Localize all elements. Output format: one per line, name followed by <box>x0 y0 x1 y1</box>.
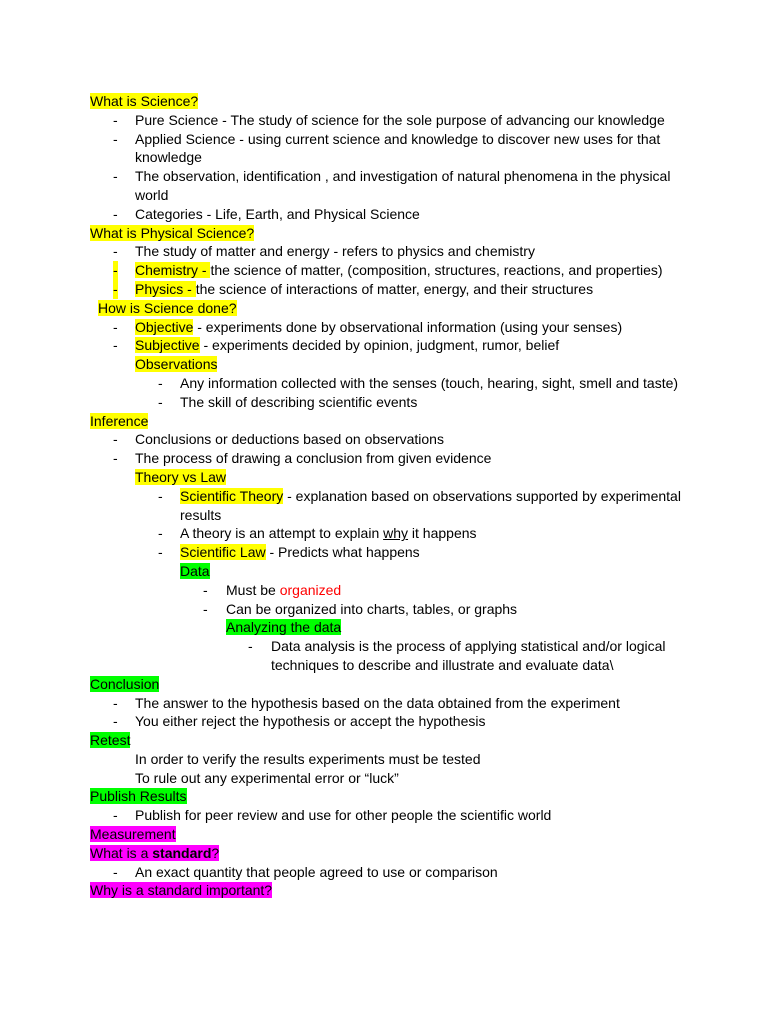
bullet-dash: - <box>203 600 208 617</box>
list-item-text: The process of drawing a conclusion from given evidence <box>135 450 492 467</box>
heading-how-done <box>90 299 690 318</box>
bullet-dash: - <box>158 544 163 561</box>
heading-text: Why is a standard important? <box>90 882 273 899</box>
term-definition: - experiments decided by opinion, judgment, rumor, belief <box>199 337 560 354</box>
list-item <box>90 600 690 619</box>
heading-measurement <box>90 825 690 844</box>
list-item-text: The study of matter and energy - refers to physics and chemistry <box>135 243 535 260</box>
heading-publish-results <box>90 787 690 806</box>
list-item-text: You either reject the hypothesis or accept the hypothesis <box>135 713 486 730</box>
heading-text: Data <box>180 562 210 579</box>
heading-text: Analyzing the data <box>226 619 342 636</box>
term-scientific-theory: Scientific Theory <box>180 487 284 504</box>
list-item <box>90 280 690 299</box>
bullet-dash: - <box>113 337 118 354</box>
heading-text: Retest <box>90 732 131 749</box>
red-word: organized <box>279 581 342 598</box>
list-item <box>90 863 690 882</box>
paragraph-text: In order to verify the results experiments must be tested <box>135 750 481 767</box>
bullet-dash: - <box>113 130 118 147</box>
term-definition: - experiments done by observational information (using your senses) <box>193 318 623 335</box>
list-item-text: Conclusions or deductions based on observations <box>135 431 444 448</box>
heading-inference <box>90 412 690 431</box>
list-item-text: Data analysis is the process of applying statistical and/or logical techniques to describe and illustrate and evaluate data\ <box>271 638 666 673</box>
bullet-dash: - <box>113 694 118 711</box>
heading-data <box>90 562 690 581</box>
heading-text: How is Science done? <box>98 299 237 316</box>
bullet-dash: - <box>113 431 118 448</box>
list-item-text: Publish for peer review and use for other people the scientific world <box>135 807 552 824</box>
term-definition: the science of interactions of matter, energy, and their structures <box>195 280 594 297</box>
bullet-dash: - <box>203 581 208 598</box>
bullet-dash: - <box>158 525 163 542</box>
heading-text: Measurement <box>90 826 176 843</box>
list-item <box>90 261 690 280</box>
list-item <box>90 806 690 825</box>
list-item-text: The answer to the hypothesis based on the data obtained from the experiment <box>135 694 620 711</box>
bullet-dash: - <box>113 262 118 279</box>
term-definition: - explanation based on observations supported by experimental results <box>180 487 681 523</box>
bullet-dash: - <box>113 243 118 260</box>
bullet-dash: - <box>113 807 118 824</box>
heading-text: Publish Results <box>90 788 187 805</box>
list-item <box>90 712 690 731</box>
bullet-dash: - <box>113 318 118 335</box>
term-subjective: Subjective <box>135 337 200 354</box>
term-chemistry: Chemistry - <box>135 262 211 279</box>
heading-text: Theory vs Law <box>135 468 227 485</box>
bullet-dash: - <box>113 168 118 185</box>
heading-physical-science <box>90 224 690 243</box>
term-objective: Objective <box>135 318 194 335</box>
list-item-text: Can be organized into charts, tables, or graphs <box>226 600 518 617</box>
bullet-dash: - <box>113 111 118 128</box>
heading-what-is-science <box>90 92 690 111</box>
term-definition: - Predicts what happens <box>265 544 420 561</box>
list-item <box>90 374 690 393</box>
heading-observations <box>90 355 690 374</box>
list-item <box>90 167 690 205</box>
heading-text: Conclusion <box>90 675 160 692</box>
bullet-dash: - <box>113 205 118 222</box>
list-item-text: Applied Science - using current science and knowledge to discover new uses for that knowledge <box>135 130 661 166</box>
heading-text <box>90 845 219 861</box>
bullet-dash: - <box>113 450 118 467</box>
list-item <box>90 111 690 130</box>
list-item <box>90 694 690 713</box>
list-item-text: Must be <box>226 581 280 598</box>
retest-line <box>90 750 690 769</box>
list-item <box>90 524 690 543</box>
paragraph-text: To rule out any experimental error or “luck” <box>135 769 399 786</box>
bullet-dash: - <box>248 638 253 655</box>
bold-word: standard <box>152 844 212 861</box>
list-item-text: Categories - Life, Earth, and Physical Science <box>135 205 420 222</box>
list-item <box>90 242 690 261</box>
list-item <box>90 543 690 562</box>
list-item-text: An exact quantity that people agreed to use or comparison <box>135 863 498 880</box>
bullet-dash: - <box>113 713 118 730</box>
list-item-text: A theory is an attempt to explain <box>180 525 384 542</box>
term-scientific-law: Scientific Law <box>180 544 266 561</box>
list-item-text: The observation, identification , and investigation of natural phenomena in the physical world <box>135 168 671 203</box>
list-item <box>90 336 690 355</box>
list-item <box>90 581 690 600</box>
heading-analyzing-data <box>90 618 690 637</box>
bullet-dash: - <box>113 280 118 297</box>
list-item <box>90 393 690 412</box>
list-item-text: Pure Science - The study of science for the sole purpose of advancing our knowledge <box>135 111 665 128</box>
underlined-word: why <box>383 525 409 542</box>
list-item <box>90 130 690 168</box>
heading-text-pre: What is a <box>90 844 153 861</box>
heading-conclusion <box>90 675 690 694</box>
list-item <box>90 449 690 468</box>
bullet-dash: - <box>113 863 118 880</box>
bullet-dash: - <box>158 487 163 504</box>
list-item <box>90 318 690 337</box>
heading-text: What is Science? <box>90 93 199 109</box>
heading-why-standard <box>90 881 690 900</box>
notes-body <box>90 92 690 900</box>
term-physics: Physics - <box>135 280 196 297</box>
list-item-text: The skill of describing scientific events <box>180 393 418 410</box>
heading-text: Inference <box>90 412 149 429</box>
list-item <box>90 637 691 675</box>
list-item <box>90 205 690 224</box>
term-definition: the science of matter, (composition, structures, reactions, and properties) <box>210 262 663 279</box>
list-item <box>90 430 690 449</box>
retest-line <box>90 769 690 788</box>
list-item <box>90 487 690 525</box>
heading-text-post: ? <box>211 844 220 861</box>
heading-text: What is Physical Science? <box>90 224 255 241</box>
heading-retest <box>90 731 690 750</box>
list-item-text: Any information collected with the senses (touch, hearing, sight, smell and taste) <box>180 374 679 391</box>
heading-theory-law <box>90 468 690 487</box>
list-item-text: it happens <box>408 525 477 542</box>
bullet-dash: - <box>158 393 163 410</box>
bullet-dash: - <box>158 374 163 391</box>
heading-what-is-standard <box>90 844 690 863</box>
heading-text: Observations <box>135 356 218 373</box>
